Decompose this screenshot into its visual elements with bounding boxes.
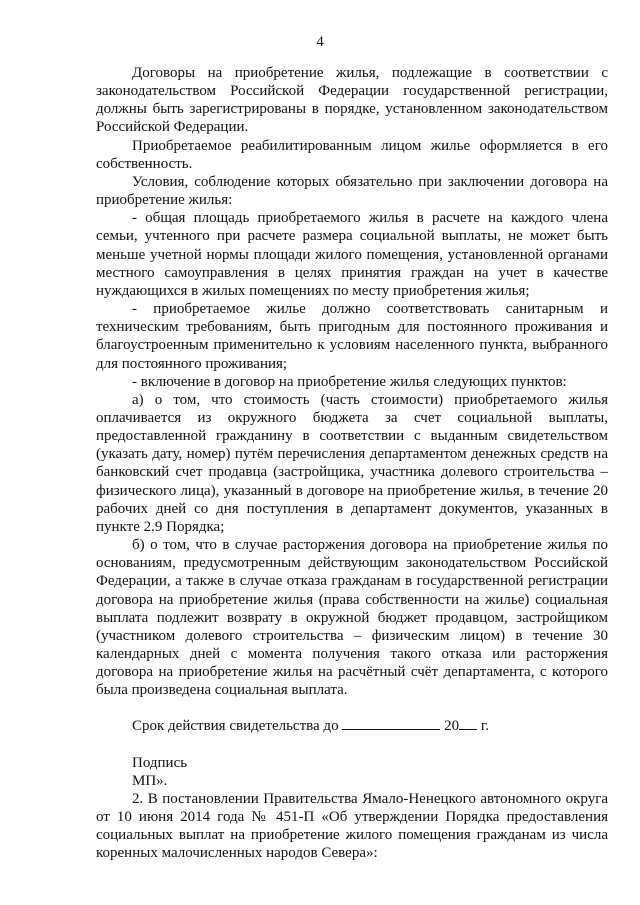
paragraph-condition-area: - общая площадь приобретаемого жилья в расчете на каждого члена семьи, учтенного при расчете размера социальной выплаты, не может быть меньше учетной нормы площади жилого помещения, установленной органами местного самоуправления в целях принятия граждан на учет в качестве нуждающихся в жилых помещениях по месту приобретения жилья;: [96, 210, 608, 299]
paragraph-condition-clauses: - включение в договор на приобретение жилья следующих пунктов:: [132, 373, 567, 390]
validity-year-suffix: г.: [480, 718, 490, 735]
paragraph-registration: Договоры на приобретение жилья, подлежащие в соответствии с законодательством Российской Федерации государственной регистрации, должны быть зарегистрированы в порядке, установленном законодательством Российской Федерации.: [96, 65, 608, 136]
signature-label: Подпись: [132, 754, 188, 771]
validity-year-prefix: 20: [444, 718, 460, 735]
paragraph-resolution: 2. В постановлении Правительства Ямало-Ненецкого автономного округа от 10 июня 2014 года № 451-П «Об утверждении Порядка предоставления социальных выплат на приобретение жилого помещения гражданам из числа коренных малочисленных народов Севера»:: [96, 790, 608, 862]
paragraph-ownership: Приобретаемое реабилитированным лицом жилье оформляется в его собственность.: [96, 137, 608, 172]
validity-line: [96, 717, 608, 735]
validity-date-blank: [342, 717, 440, 730]
page-number: 4: [316, 34, 324, 50]
document-body: [96, 64, 608, 863]
stamp-label: МП».: [132, 772, 168, 789]
paragraph-condition-sanitary: - приобретаемое жилье должно соответствовать санитарным и техническим требованиям, быть пригодным для постоянного проживания и благоустроенным применительно к условиям населенного пункта, выбранного для постоянного проживания;: [96, 301, 608, 372]
paragraph-clause-a: а) о том, что стоимость (часть стоимости) приобретаемого жилья оплачивается из окружного бюджета за счет социальной выплаты, предоставленной гражданину в соответствии с выданным свидетельством (указать дату, номер) путём перечисления департаментом денежных средств на банковский счет продавца (застройщика, участника долевого строительства – физического лица), указанный в договоре на приобретение жилья, в течение 20 рабочих дней со дня поступления в департамент документов, указанных в пункте 2.9 Порядка;: [96, 391, 608, 535]
paragraph-clause-b: б) о том, что в случае расторжения договора на приобретение жилья по основаниям, предусмотренным действующим законодательством Российской Федерации, а также в случае отказа гражданам в государственной регистрации договора на приобретение жилья (права собственности на жилье) социальная выплата подлежит возврату в окружной бюджет продавцом, застройщиком (участником долевого строительства – физическим лицом) в течение 30 календарных дней с момента получения такого отказа или расторжения договора на приобретение жилья на расчётный счёт департамента, с которого была произведена социальная выплата.: [96, 537, 608, 699]
validity-label: Срок действия свидетельства до: [132, 718, 339, 735]
validity-year-blank: [459, 717, 477, 730]
paragraph-conditions-intro: Условия, соблюдение которых обязательно при заключении договора на приобретение жилья:: [96, 173, 608, 209]
